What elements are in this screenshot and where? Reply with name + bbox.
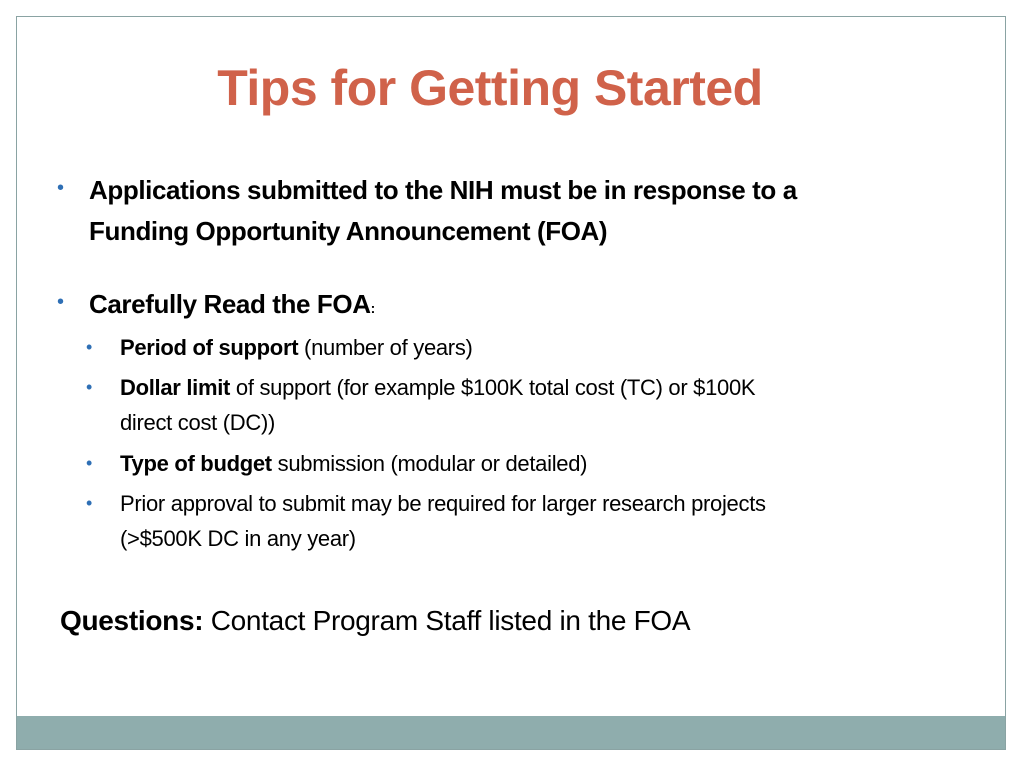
- sub-bullet-period-rest: (number of years): [298, 335, 473, 360]
- sub-bullet-dollar-bold: Dollar limit: [120, 375, 231, 400]
- sub-bullet-dollar-line-2: direct cost (DC)): [120, 410, 276, 435]
- slide: [16, 16, 1006, 750]
- bullet-dot-icon: •: [57, 177, 65, 199]
- sub-bullet-budget-rest: submission (modular or detailed): [271, 451, 588, 476]
- questions-label: Questions:: [60, 605, 204, 636]
- bullet-dot-icon: •: [57, 291, 65, 313]
- bullet-dot-icon: •: [86, 377, 93, 397]
- slide-title: Tips for Getting Started: [217, 60, 763, 116]
- bullet-1-line-2: Funding Opportunity Announcement (FOA): [89, 216, 608, 246]
- footer-band: [17, 716, 1005, 750]
- bullet-1-line-1: Applications submitted to the NIH must be in response to a: [89, 175, 797, 205]
- bullet-2-text: Carefully Read the FOA: [89, 289, 371, 319]
- questions-line: [60, 605, 690, 637]
- sub-bullet-period: [120, 331, 473, 365]
- sub-bullet-period-bold: Period of support: [120, 335, 299, 360]
- bullet-dot-icon: •: [86, 453, 93, 473]
- bullet-dot-icon: •: [86, 493, 93, 513]
- sub-bullet-prior-approval: Prior approval to submit may be required for larger research projects: [120, 491, 766, 516]
- bullet-2-heading: [89, 284, 375, 328]
- bullet-2-colon: :: [370, 300, 375, 316]
- questions-text: Contact Program Staff listed in the FOA: [203, 605, 691, 636]
- sub-bullet-dollar: [120, 371, 755, 405]
- sub-bullet-dollar-rest: of support (for example $100K total cost (TC) or $100K: [230, 375, 756, 400]
- sub-bullet-budget: [120, 447, 587, 481]
- sub-bullet-budget-bold: Type of budget: [120, 451, 272, 476]
- sub-bullet-prior-approval-line-2: (>$500K DC in any year): [120, 526, 356, 551]
- bullet-dot-icon: •: [86, 337, 93, 357]
